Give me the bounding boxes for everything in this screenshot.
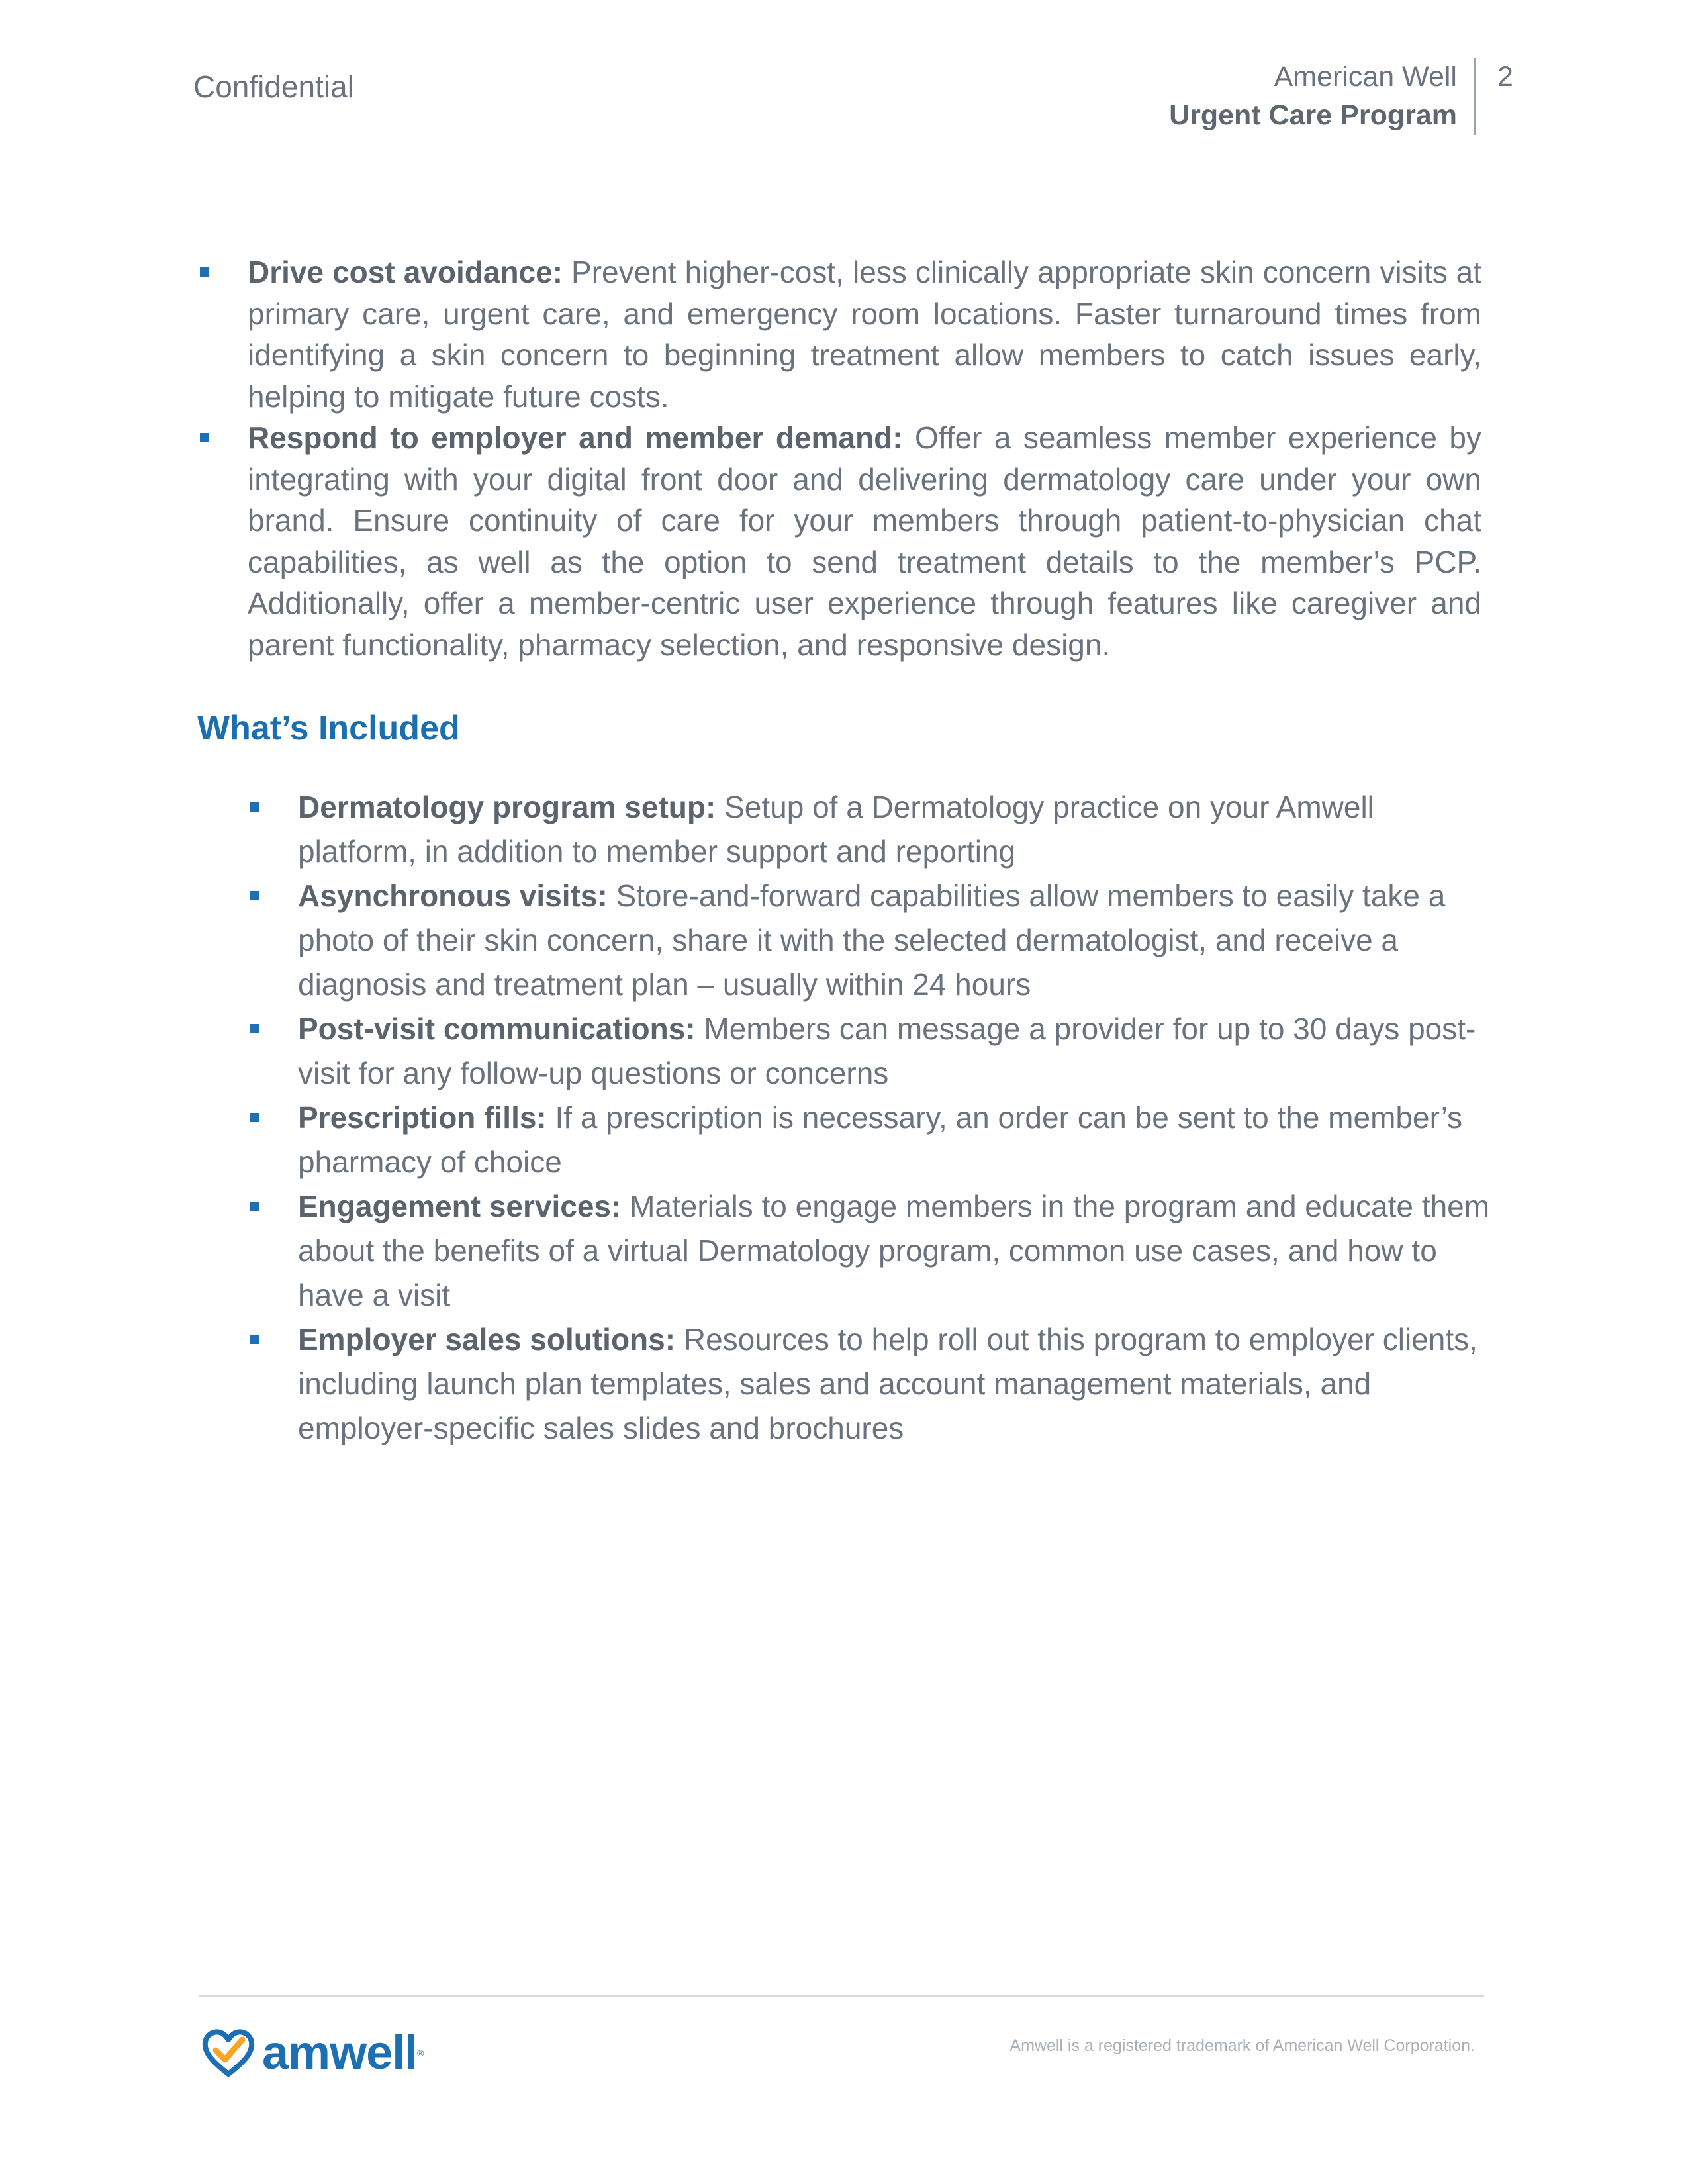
item-text: Materials to engage members in the program and educate them about the benefits of a virtual Dermatology program, common use cases, and how to have a visit — [298, 1189, 1490, 1312]
logo-wordmark: amwell — [262, 2026, 418, 2079]
item-title: Dermatology program setup: — [298, 790, 716, 824]
item-title: Post-visit communications: — [298, 1012, 696, 1046]
item-text: Members can message a provider for up to 30 days post-visit for any follow-up questions or concerns — [298, 1012, 1476, 1090]
list-item — [246, 1184, 1491, 1317]
trademark-notice: Amwell is a registered trademark of American Well Corporation. — [1009, 2036, 1475, 2055]
benefits-list — [193, 252, 1481, 665]
item-text: Setup of a Dermatology practice on your Amwell platform, in addition to member support and reporting — [298, 790, 1374, 869]
square-bullet-icon — [250, 1335, 259, 1344]
square-bullet-icon — [200, 433, 209, 442]
list-item — [246, 1096, 1491, 1184]
list-item — [246, 785, 1491, 874]
list-item — [193, 252, 1481, 417]
header-program: Urgent Care Program — [1169, 99, 1457, 131]
list-item — [246, 874, 1491, 1007]
list-item — [246, 1317, 1491, 1450]
list-item — [246, 1007, 1491, 1096]
footer-divider — [199, 1995, 1484, 1997]
section-heading: What’s Included — [197, 709, 460, 747]
item-text: Store-and-forward capabilities allow members to easily take a photo of their skin concern, share it with the selected dermatologist, and receive a diagnosis and treatment plan – usually within 24 hours — [298, 878, 1446, 1002]
item-title: Employer sales solutions: — [298, 1322, 676, 1356]
square-bullet-icon — [250, 1113, 259, 1122]
item-text: Resources to help roll out this program to employer clients, including launch plan templates, sales and account management materials, and employer-specific sales slides and brochures — [298, 1322, 1477, 1445]
list-item — [193, 417, 1481, 665]
square-bullet-icon — [250, 1202, 259, 1211]
logo-registered-mark: ® — [417, 2048, 424, 2058]
included-list — [246, 785, 1491, 1450]
square-bullet-icon — [250, 802, 259, 812]
confidential-label: Confidential — [193, 70, 354, 104]
page-number: 2 — [1497, 61, 1513, 93]
item-title: Prescription fills: — [298, 1100, 547, 1135]
item-title: Drive cost avoidance: — [248, 255, 563, 289]
square-bullet-icon — [250, 891, 259, 900]
heart-check-icon — [201, 2026, 256, 2079]
item-title: Asynchronous visits: — [298, 878, 608, 913]
item-title: Respond to employer and member demand: — [248, 420, 903, 455]
item-title: Engagement services: — [298, 1189, 622, 1223]
square-bullet-icon — [200, 267, 209, 277]
item-text: Prevent higher-cost, less clinically appropriate skin concern visits at primary care, urgent care, and emergency room locations. Faster turnaround times from identifying a skin concern to beginning treatment allow members to catch issues early, helping to mitigate future costs. — [248, 255, 1481, 414]
item-text: Offer a seamless member experience by integrating with your digital front door and delivering dermatology care under your own brand. Ensure continuity of care for your members through patient-to-physician chat capabilities, as well as the option to send treatment details to the member’s PCP. Additionally, offer a member-centric user experience through features like caregiver and parent functionality, pharmacy selection, and responsive design. — [248, 420, 1482, 662]
running-header — [1169, 58, 1476, 135]
amwell-logo — [201, 2026, 424, 2080]
square-bullet-icon — [250, 1024, 259, 1033]
item-text: If a prescription is necessary, an order can be sent to the member’s pharmacy of choice — [298, 1100, 1462, 1179]
header-company: American Well — [1274, 61, 1457, 93]
